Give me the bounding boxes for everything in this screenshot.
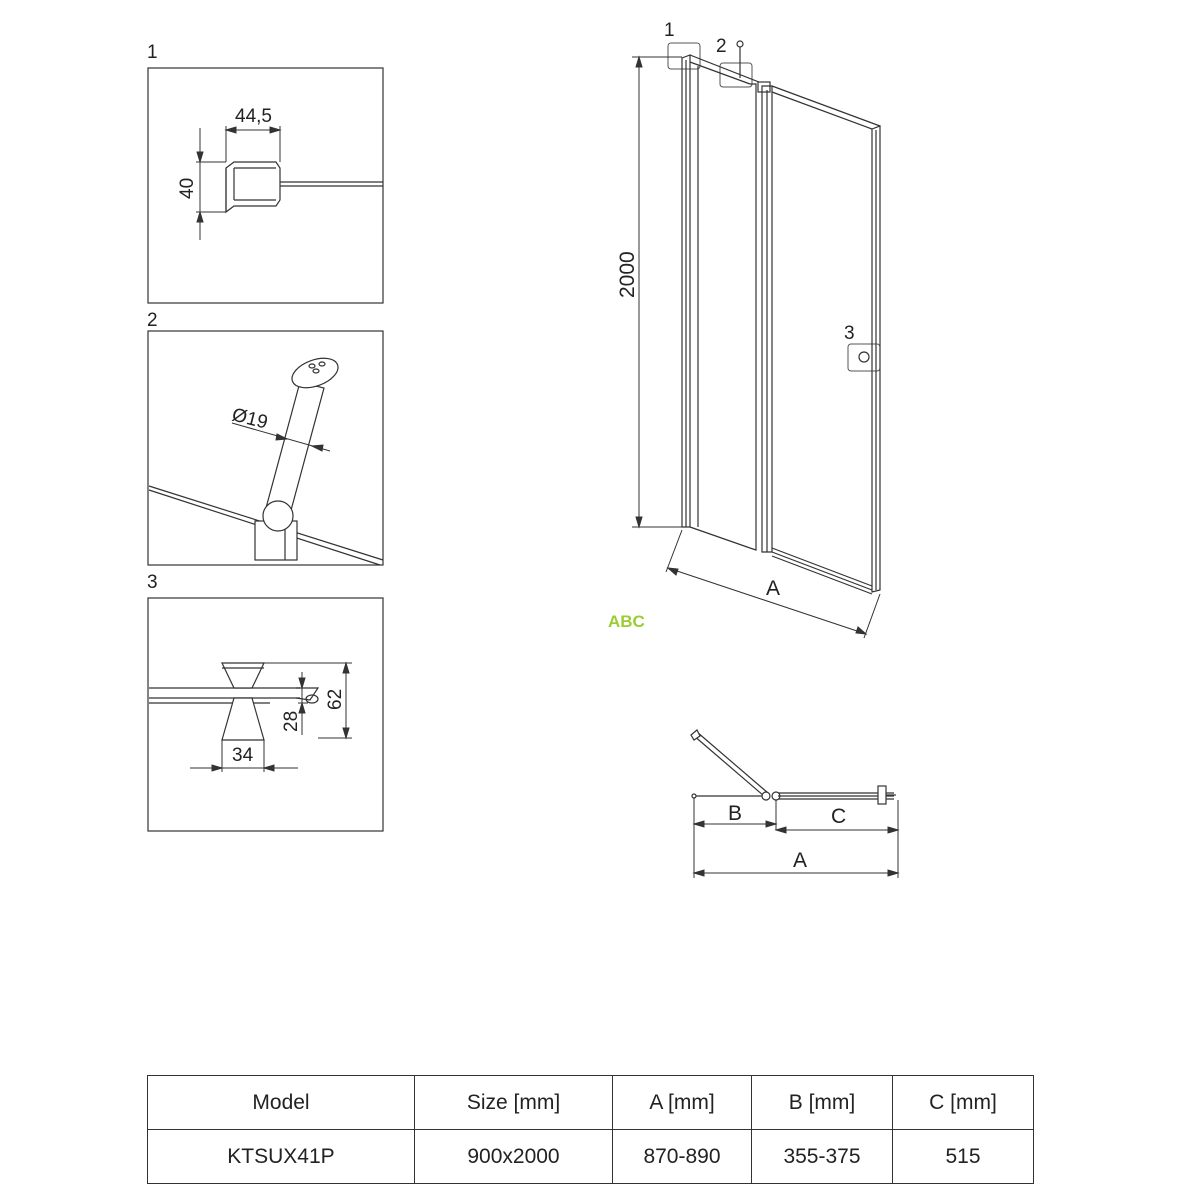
callout-box-1 xyxy=(668,43,700,69)
width-dimension-label: 44,5 xyxy=(235,106,272,127)
height-inner-label: 28 xyxy=(281,710,302,732)
table-header-cell: C [mm] xyxy=(893,1076,1034,1130)
dimension-c-label: C xyxy=(831,805,847,828)
detail-1-number: 1 xyxy=(147,42,158,63)
wall-bracket-part xyxy=(226,162,280,212)
callout-3-label: 3 xyxy=(844,323,855,344)
door-knob xyxy=(222,663,264,740)
detail-2 xyxy=(147,310,383,565)
callout-box-3 xyxy=(848,344,880,371)
detail-3-frame xyxy=(148,598,383,831)
table-cell: 515 xyxy=(893,1130,1034,1184)
support-rod xyxy=(266,353,342,514)
detail-1 xyxy=(147,42,383,303)
detail-3-number: 3 xyxy=(147,572,158,593)
watermark-logo: ABC xyxy=(608,612,645,631)
table-cell: 900x2000 xyxy=(415,1130,613,1184)
detail-2-number: 2 xyxy=(147,310,158,331)
main-view xyxy=(616,20,880,638)
width-dimension-label: A xyxy=(766,577,781,600)
height-dimension xyxy=(196,128,226,240)
door-glass-panel xyxy=(762,86,880,594)
height-dimension xyxy=(632,57,682,527)
callout-2-label: 2 xyxy=(716,36,727,57)
table-header-cell: Size [mm] xyxy=(415,1076,613,1130)
table-header-cell: Model xyxy=(148,1076,415,1130)
height-total-label: 62 xyxy=(325,688,346,710)
support-rod xyxy=(737,41,743,78)
table-header-cell: B [mm] xyxy=(752,1076,893,1130)
glass-clamp xyxy=(255,501,297,560)
plan-view xyxy=(691,730,898,878)
spec-table xyxy=(147,1075,1034,1184)
height-dimension-label: 40 xyxy=(177,177,198,199)
fixed-glass-panel xyxy=(682,55,764,550)
table-row xyxy=(148,1130,1034,1184)
hinge xyxy=(758,82,770,92)
fixed-panel-run xyxy=(692,786,896,804)
table-header-row xyxy=(148,1076,1034,1130)
dimension-a-label: A xyxy=(793,849,808,872)
width-dimension xyxy=(226,126,280,162)
table-header-cell: A [mm] xyxy=(613,1076,752,1130)
table-cell: 870-890 xyxy=(613,1130,752,1184)
knob-symbol xyxy=(859,352,869,362)
table-cell: KTSUX41P xyxy=(148,1130,415,1184)
diameter-dimension-label: Ø19 xyxy=(229,404,270,434)
swing-panel xyxy=(691,730,768,796)
seal-profile xyxy=(296,688,318,703)
table-cell: 355-375 xyxy=(752,1130,893,1184)
dimension-b-label: B xyxy=(728,802,743,825)
detail-3 xyxy=(147,572,383,831)
width-dimension-label: 34 xyxy=(232,745,254,766)
height-dimension-label: 2000 xyxy=(616,251,639,298)
callout-1-label: 1 xyxy=(664,20,675,41)
